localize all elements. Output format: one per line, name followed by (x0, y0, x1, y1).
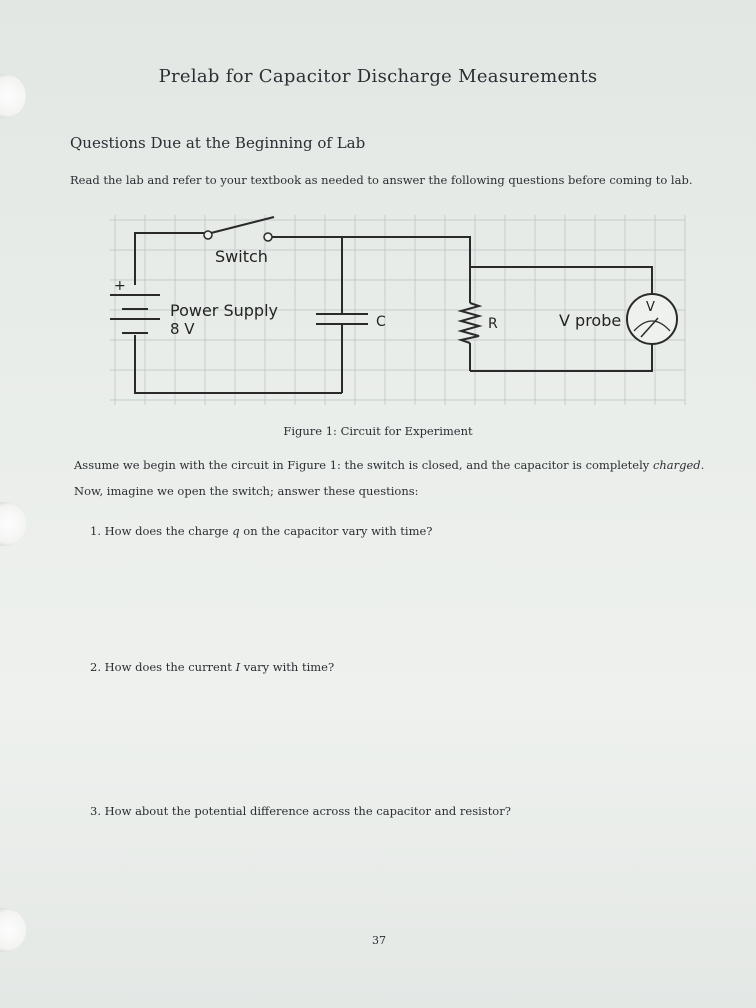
capacitor-symbol (316, 314, 368, 324)
switch-label: Switch (215, 247, 268, 266)
charged-emphasis: charged. (652, 458, 705, 472)
resistor-label: R (488, 316, 498, 332)
voltage-label: 8 V (170, 320, 195, 338)
capacitor-label: C (376, 314, 386, 330)
question-2-suffix: vary with time? (243, 660, 335, 674)
voltage-probe-label: V probe (559, 311, 622, 330)
positive-terminal-label: + (114, 278, 126, 294)
assumption-paragraph (74, 458, 704, 472)
question-3: 3. How about the potential difference across the capacitor and resistor? (90, 804, 511, 818)
instruction-paragraph: Now, imagine we open the switch; answer these questions: (74, 484, 419, 498)
question-1 (90, 524, 432, 538)
intro-text: Read the lab and refer to your textbook as needed to answer the following questions before coming to lab. (70, 173, 693, 187)
voltmeter-label: V (646, 300, 655, 315)
question-2 (90, 660, 334, 674)
switch (204, 217, 274, 241)
question-1-suffix: on the capacitor vary with time? (243, 524, 433, 538)
page-title: Prelab for Capacitor Discharge Measurements (158, 66, 598, 87)
page-number: 37 (372, 934, 386, 947)
binder-hole-bottom (0, 908, 26, 952)
question-1-prefix: 1. How does the charge (90, 524, 229, 538)
resistor-symbol (461, 303, 479, 343)
question-2-variable: I (235, 660, 241, 674)
binder-hole-middle (0, 502, 26, 546)
figure-caption: Figure 1: Circuit for Experiment (283, 424, 473, 438)
power-supply-symbol (110, 295, 160, 333)
question-2-prefix: 2. How does the current (90, 660, 232, 674)
power-supply-label: Power Supply (170, 301, 278, 320)
circuit-diagram (100, 205, 690, 415)
assumption-text: Assume we begin with the circuit in Figure 1: the switch is closed, and the capacitor is completely (74, 458, 650, 472)
question-1-variable: q (232, 524, 240, 538)
section-heading: Questions Due at the Beginning of Lab (70, 134, 366, 152)
